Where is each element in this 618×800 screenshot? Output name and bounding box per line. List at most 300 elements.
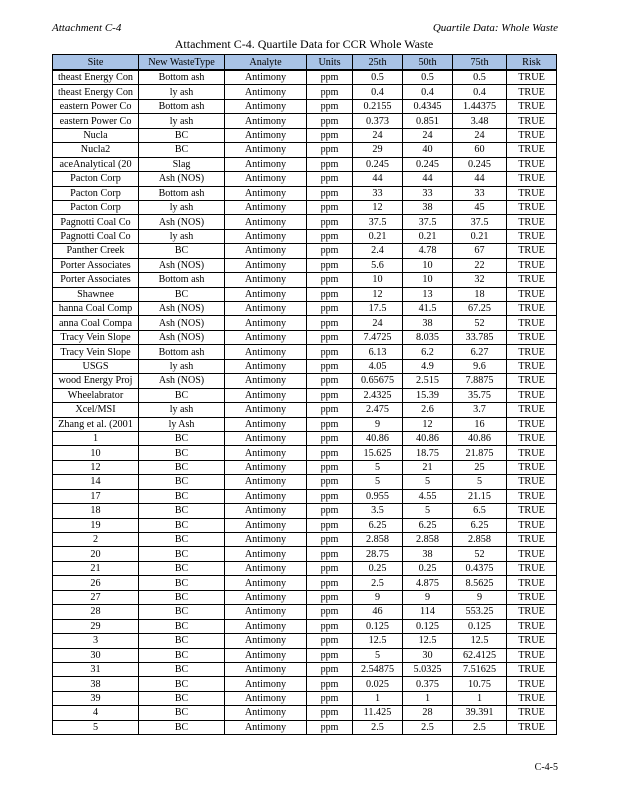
cell-q75: 21.875 [453, 446, 507, 460]
table-row [53, 172, 557, 186]
header-left: Attachment C-4 [52, 22, 122, 34]
cell-risk: TRUE [507, 605, 557, 619]
cell-risk: TRUE [507, 634, 557, 648]
cell-site: 2 [53, 533, 139, 547]
cell-waste-type: ly ash [139, 359, 225, 373]
cell-site: 17 [53, 489, 139, 503]
table-row [53, 143, 557, 157]
cell-units: ppm [307, 662, 353, 676]
cell-risk: TRUE [507, 316, 557, 330]
cell-q25: 2.5 [353, 576, 403, 590]
table-row [53, 215, 557, 229]
cell-risk: TRUE [507, 720, 557, 734]
cell-analyte: Antimony [225, 460, 307, 474]
cell-q75: 553.25 [453, 605, 507, 619]
table-row [53, 634, 557, 648]
cell-analyte: Antimony [225, 345, 307, 359]
cell-site: Xcel/MSI [53, 403, 139, 417]
cell-waste-type: BC [139, 590, 225, 604]
cell-risk: TRUE [507, 475, 557, 489]
cell-risk: TRUE [507, 662, 557, 676]
table-row [53, 648, 557, 662]
cell-q50: 10 [403, 258, 453, 272]
quartile-data-table [52, 54, 557, 735]
cell-units: ppm [307, 648, 353, 662]
table-row [53, 99, 557, 113]
cell-risk: TRUE [507, 691, 557, 705]
cell-waste-type: ly ash [139, 403, 225, 417]
cell-q50: 38 [403, 200, 453, 214]
cell-q50: 2.6 [403, 403, 453, 417]
cell-risk: TRUE [507, 200, 557, 214]
cell-q25: 28.75 [353, 547, 403, 561]
cell-q75: 22 [453, 258, 507, 272]
cell-q50: 38 [403, 316, 453, 330]
cell-risk: TRUE [507, 619, 557, 633]
cell-units: ppm [307, 706, 353, 720]
cell-waste-type: ly ash [139, 85, 225, 99]
table-row [53, 446, 557, 460]
cell-waste-type: BC [139, 706, 225, 720]
cell-q25: 5 [353, 475, 403, 489]
cell-site: 29 [53, 619, 139, 633]
cell-site: theast Energy Con [53, 70, 139, 85]
cell-q75: 2.5 [453, 720, 507, 734]
table-row [53, 561, 557, 575]
cell-site: Porter Associates [53, 258, 139, 272]
cell-q50: 0.4345 [403, 99, 453, 113]
cell-waste-type: Ash (NOS) [139, 374, 225, 388]
table-row [53, 431, 557, 445]
cell-units: ppm [307, 186, 353, 200]
cell-q75: 18 [453, 287, 507, 301]
cell-waste-type: BC [139, 388, 225, 402]
cell-q75: 45 [453, 200, 507, 214]
cell-q25: 33 [353, 186, 403, 200]
cell-q25: 37.5 [353, 215, 403, 229]
cell-site: aceAnalytical (20 [53, 157, 139, 171]
cell-risk: TRUE [507, 244, 557, 258]
cell-site: theast Energy Con [53, 85, 139, 99]
cell-q50: 15.39 [403, 388, 453, 402]
cell-site: Wheelabrator [53, 388, 139, 402]
cell-risk: TRUE [507, 287, 557, 301]
cell-q25: 0.21 [353, 229, 403, 243]
cell-q50: 0.5 [403, 70, 453, 85]
cell-q50: 4.78 [403, 244, 453, 258]
cell-analyte: Antimony [225, 431, 307, 445]
cell-q25: 0.2155 [353, 99, 403, 113]
cell-q25: 24 [353, 128, 403, 142]
cell-analyte: Antimony [225, 489, 307, 503]
cell-units: ppm [307, 533, 353, 547]
cell-site: Pacton Corp [53, 172, 139, 186]
cell-units: ppm [307, 475, 353, 489]
cell-waste-type: Bottom ash [139, 345, 225, 359]
cell-waste-type: ly Ash [139, 417, 225, 431]
table-row [53, 605, 557, 619]
cell-q50: 28 [403, 706, 453, 720]
cell-q50: 0.25 [403, 561, 453, 575]
cell-risk: TRUE [507, 374, 557, 388]
cell-waste-type: BC [139, 677, 225, 691]
cell-analyte: Antimony [225, 316, 307, 330]
cell-units: ppm [307, 634, 353, 648]
cell-risk: TRUE [507, 85, 557, 99]
cell-q25: 2.54875 [353, 662, 403, 676]
cell-risk: TRUE [507, 576, 557, 590]
cell-q50: 0.21 [403, 229, 453, 243]
cell-waste-type: Ash (NOS) [139, 330, 225, 344]
table-row [53, 330, 557, 344]
cell-waste-type: BC [139, 244, 225, 258]
cell-waste-type: Slag [139, 157, 225, 171]
cell-risk: TRUE [507, 302, 557, 316]
cell-waste-type: BC [139, 634, 225, 648]
cell-q75: 12.5 [453, 634, 507, 648]
cell-analyte: Antimony [225, 99, 307, 113]
cell-q25: 0.245 [353, 157, 403, 171]
cell-units: ppm [307, 172, 353, 186]
cell-analyte: Antimony [225, 273, 307, 287]
cell-q25: 24 [353, 316, 403, 330]
cell-analyte: Antimony [225, 475, 307, 489]
cell-units: ppm [307, 114, 353, 128]
cell-risk: TRUE [507, 403, 557, 417]
cell-units: ppm [307, 431, 353, 445]
cell-q75: 25 [453, 460, 507, 474]
cell-waste-type: BC [139, 518, 225, 532]
cell-risk: TRUE [507, 504, 557, 518]
col-header-50th: 50th [403, 55, 453, 71]
cell-waste-type: BC [139, 504, 225, 518]
cell-q75: 3.7 [453, 403, 507, 417]
table-row [53, 619, 557, 633]
cell-q50: 1 [403, 691, 453, 705]
cell-units: ppm [307, 489, 353, 503]
cell-q25: 5 [353, 460, 403, 474]
table-row [53, 157, 557, 171]
cell-risk: TRUE [507, 143, 557, 157]
cell-units: ppm [307, 547, 353, 561]
cell-units: ppm [307, 85, 353, 99]
cell-analyte: Antimony [225, 229, 307, 243]
cell-q50: 38 [403, 547, 453, 561]
cell-units: ppm [307, 446, 353, 460]
cell-analyte: Antimony [225, 70, 307, 85]
cell-site: Tracy Vein Slope [53, 345, 139, 359]
table-row [53, 504, 557, 518]
cell-analyte: Antimony [225, 648, 307, 662]
cell-units: ppm [307, 128, 353, 142]
cell-q25: 0.5 [353, 70, 403, 85]
cell-q75: 2.858 [453, 533, 507, 547]
cell-q25: 2.5 [353, 720, 403, 734]
table-row [53, 345, 557, 359]
cell-q25: 2.475 [353, 403, 403, 417]
cell-waste-type: ly ash [139, 200, 225, 214]
cell-units: ppm [307, 215, 353, 229]
col-header-analyte: Analyte [225, 55, 307, 71]
cell-analyte: Antimony [225, 720, 307, 734]
cell-risk: TRUE [507, 172, 557, 186]
cell-units: ppm [307, 605, 353, 619]
cell-q50: 6.25 [403, 518, 453, 532]
cell-analyte: Antimony [225, 605, 307, 619]
cell-q25: 11.425 [353, 706, 403, 720]
cell-risk: TRUE [507, 388, 557, 402]
cell-q75: 0.4375 [453, 561, 507, 575]
cell-q50: 5.0325 [403, 662, 453, 676]
cell-q75: 1 [453, 691, 507, 705]
cell-waste-type: BC [139, 605, 225, 619]
cell-site: Pagnotti Coal Co [53, 215, 139, 229]
cell-q75: 9.6 [453, 359, 507, 373]
cell-analyte: Antimony [225, 677, 307, 691]
cell-q25: 0.65675 [353, 374, 403, 388]
cell-q50: 0.4 [403, 85, 453, 99]
cell-q25: 1 [353, 691, 403, 705]
cell-waste-type: BC [139, 460, 225, 474]
cell-units: ppm [307, 576, 353, 590]
cell-q50: 24 [403, 128, 453, 142]
table-row [53, 533, 557, 547]
cell-waste-type: BC [139, 533, 225, 547]
table-row [53, 229, 557, 243]
cell-waste-type: BC [139, 489, 225, 503]
cell-risk: TRUE [507, 128, 557, 142]
cell-q50: 6.2 [403, 345, 453, 359]
cell-analyte: Antimony [225, 287, 307, 301]
cell-q75: 40.86 [453, 431, 507, 445]
cell-risk: TRUE [507, 648, 557, 662]
cell-q50: 0.375 [403, 677, 453, 691]
cell-q50: 0.851 [403, 114, 453, 128]
cell-q50: 5 [403, 475, 453, 489]
table-row [53, 403, 557, 417]
cell-q50: 4.875 [403, 576, 453, 590]
cell-q75: 32 [453, 273, 507, 287]
cell-waste-type: BC [139, 561, 225, 575]
col-header-75th: 75th [453, 55, 507, 71]
table-row [53, 460, 557, 474]
cell-site: Nucla [53, 128, 139, 142]
cell-analyte: Antimony [225, 619, 307, 633]
cell-site: 18 [53, 504, 139, 518]
cell-site: 5 [53, 720, 139, 734]
cell-q50: 5 [403, 504, 453, 518]
cell-units: ppm [307, 143, 353, 157]
cell-q50: 13 [403, 287, 453, 301]
cell-waste-type: ly ash [139, 114, 225, 128]
cell-site: 21 [53, 561, 139, 575]
cell-q25: 5.6 [353, 258, 403, 272]
cell-q25: 0.373 [353, 114, 403, 128]
cell-risk: TRUE [507, 518, 557, 532]
cell-units: ppm [307, 691, 353, 705]
cell-site: 27 [53, 590, 139, 604]
cell-units: ppm [307, 316, 353, 330]
cell-q25: 12 [353, 200, 403, 214]
cell-waste-type: BC [139, 576, 225, 590]
cell-units: ppm [307, 258, 353, 272]
cell-q50: 40 [403, 143, 453, 157]
cell-q25: 0.125 [353, 619, 403, 633]
cell-site: Pacton Corp [53, 200, 139, 214]
cell-q25: 12.5 [353, 634, 403, 648]
table-row [53, 706, 557, 720]
cell-waste-type: BC [139, 143, 225, 157]
cell-waste-type: BC [139, 547, 225, 561]
cell-analyte: Antimony [225, 561, 307, 575]
cell-waste-type: BC [139, 287, 225, 301]
table-body [53, 70, 557, 735]
cell-units: ppm [307, 374, 353, 388]
cell-units: ppm [307, 200, 353, 214]
cell-units: ppm [307, 619, 353, 633]
cell-q50: 2.858 [403, 533, 453, 547]
cell-analyte: Antimony [225, 128, 307, 142]
table-row [53, 677, 557, 691]
cell-waste-type: Bottom ash [139, 70, 225, 85]
table-row [53, 70, 557, 85]
cell-q75: 8.5625 [453, 576, 507, 590]
cell-q75: 7.8875 [453, 374, 507, 388]
cell-site: 14 [53, 475, 139, 489]
table-row [53, 576, 557, 590]
cell-risk: TRUE [507, 547, 557, 561]
cell-waste-type: Bottom ash [139, 273, 225, 287]
cell-units: ppm [307, 504, 353, 518]
cell-site: eastern Power Co [53, 114, 139, 128]
cell-q75: 0.5 [453, 70, 507, 85]
table-title: Attachment C-4. Quartile Data for CCR Whole Waste [174, 37, 434, 51]
cell-analyte: Antimony [225, 446, 307, 460]
cell-analyte: Antimony [225, 114, 307, 128]
col-header-risk: Risk [507, 55, 557, 71]
cell-risk: TRUE [507, 460, 557, 474]
cell-risk: TRUE [507, 157, 557, 171]
cell-risk: TRUE [507, 706, 557, 720]
cell-waste-type: BC [139, 446, 225, 460]
cell-units: ppm [307, 345, 353, 359]
cell-site: Tracy Vein Slope [53, 330, 139, 344]
cell-q75: 10.75 [453, 677, 507, 691]
table-row [53, 489, 557, 503]
cell-q25: 7.4725 [353, 330, 403, 344]
cell-site: 39 [53, 691, 139, 705]
cell-risk: TRUE [507, 489, 557, 503]
cell-q50: 30 [403, 648, 453, 662]
cell-waste-type: BC [139, 720, 225, 734]
cell-site: 4 [53, 706, 139, 720]
cell-q75: 37.5 [453, 215, 507, 229]
cell-risk: TRUE [507, 677, 557, 691]
cell-site: 10 [53, 446, 139, 460]
cell-q75: 21.15 [453, 489, 507, 503]
cell-q75: 1.44375 [453, 99, 507, 113]
cell-analyte: Antimony [225, 662, 307, 676]
cell-site: 30 [53, 648, 139, 662]
cell-q25: 5 [353, 648, 403, 662]
cell-units: ppm [307, 229, 353, 243]
cell-analyte: Antimony [225, 172, 307, 186]
cell-units: ppm [307, 287, 353, 301]
cell-units: ppm [307, 590, 353, 604]
table-row [53, 388, 557, 402]
cell-q25: 15.625 [353, 446, 403, 460]
cell-site: 26 [53, 576, 139, 590]
cell-risk: TRUE [507, 533, 557, 547]
cell-q50: 18.75 [403, 446, 453, 460]
cell-q75: 0.245 [453, 157, 507, 171]
cell-site: Shawnee [53, 287, 139, 301]
cell-site: Panther Creek [53, 244, 139, 258]
cell-q75: 67 [453, 244, 507, 258]
cell-risk: TRUE [507, 229, 557, 243]
cell-units: ppm [307, 388, 353, 402]
cell-site: 20 [53, 547, 139, 561]
table-row [53, 374, 557, 388]
cell-q50: 4.9 [403, 359, 453, 373]
cell-analyte: Antimony [225, 706, 307, 720]
cell-analyte: Antimony [225, 634, 307, 648]
cell-site: Porter Associates [53, 273, 139, 287]
cell-q75: 5 [453, 475, 507, 489]
cell-q25: 0.025 [353, 677, 403, 691]
cell-q25: 0.955 [353, 489, 403, 503]
page-number: C-4-5 [534, 762, 558, 773]
cell-analyte: Antimony [225, 518, 307, 532]
cell-risk: TRUE [507, 561, 557, 575]
table-row [53, 302, 557, 316]
cell-analyte: Antimony [225, 533, 307, 547]
table-row [53, 518, 557, 532]
cell-analyte: Antimony [225, 388, 307, 402]
cell-units: ppm [307, 244, 353, 258]
cell-risk: TRUE [507, 99, 557, 113]
cell-units: ppm [307, 561, 353, 575]
cell-q25: 40.86 [353, 431, 403, 445]
cell-q25: 6.13 [353, 345, 403, 359]
cell-units: ppm [307, 518, 353, 532]
cell-q75: 24 [453, 128, 507, 142]
cell-q75: 16 [453, 417, 507, 431]
cell-units: ppm [307, 157, 353, 171]
header-right: Quartile Data: Whole Waste [432, 22, 558, 34]
cell-risk: TRUE [507, 359, 557, 373]
cell-q75: 9 [453, 590, 507, 604]
cell-q75: 3.48 [453, 114, 507, 128]
cell-analyte: Antimony [225, 244, 307, 258]
cell-q50: 12.5 [403, 634, 453, 648]
cell-q25: 2.4 [353, 244, 403, 258]
cell-q50: 0.245 [403, 157, 453, 171]
table-row [53, 359, 557, 373]
cell-q75: 6.27 [453, 345, 507, 359]
col-header-units: Units [307, 55, 353, 71]
cell-waste-type: BC [139, 648, 225, 662]
cell-waste-type: BC [139, 619, 225, 633]
cell-waste-type: BC [139, 662, 225, 676]
cell-q75: 6.25 [453, 518, 507, 532]
cell-q50: 2.515 [403, 374, 453, 388]
cell-waste-type: Ash (NOS) [139, 316, 225, 330]
col-header-waste-type: New WasteType [139, 55, 225, 71]
cell-waste-type: ly ash [139, 229, 225, 243]
cell-q25: 9 [353, 417, 403, 431]
table-row [53, 244, 557, 258]
